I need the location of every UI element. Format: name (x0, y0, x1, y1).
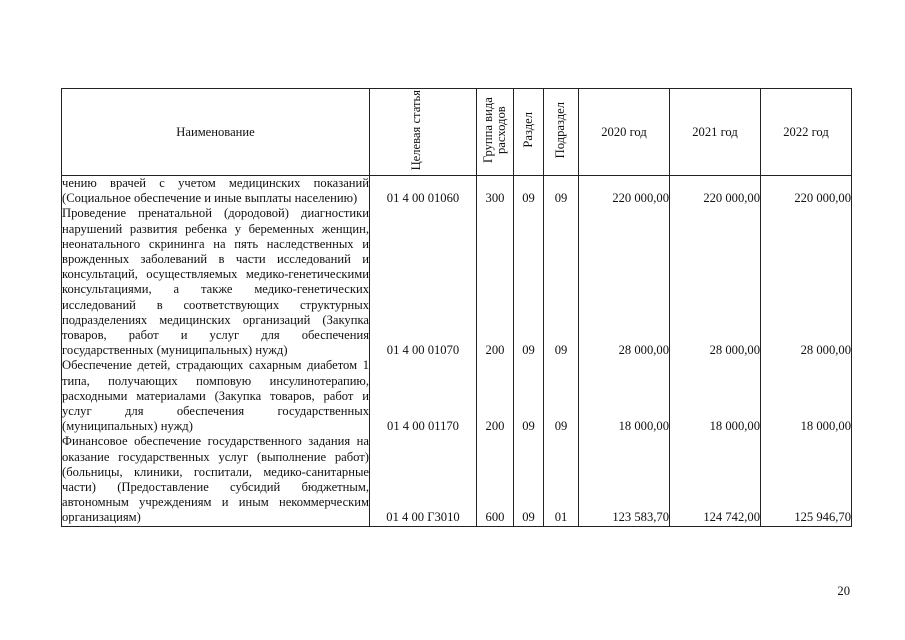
row-subsection: 09 (544, 358, 579, 434)
budget-table (61, 88, 852, 527)
row-expense-group: 300 (477, 176, 514, 207)
page-number: 20 (837, 584, 850, 598)
row-expense-group: 600 (477, 434, 514, 526)
row-section: 09 (514, 206, 544, 358)
row-2020: 123 583,70 (579, 434, 670, 526)
row-2021: 18 000,00 (670, 358, 761, 434)
row-2020: 220 000,00 (579, 176, 670, 207)
row-2020: 18 000,00 (579, 358, 670, 434)
table-row (62, 176, 852, 207)
row-subsection: 09 (544, 176, 579, 207)
row-name: чению врачей с учетом медицинских показаний (Социальное обеспечение и иные выплаты населению) (62, 176, 369, 206)
header-name: Наименование (62, 89, 370, 176)
row-name: Обеспечение детей, страдающих сахарным диабетом 1 типа, получающих помповую инсулинотерапию, расходными материалами (Закупка товаров, работ и услуг для обеспечения государственных (муниципальных) нужд) (62, 358, 369, 434)
header-target-article: Целевая статья (370, 89, 477, 176)
row-expense-group: 200 (477, 206, 514, 358)
table-row (62, 434, 852, 526)
row-2022: 125 946,70 (761, 434, 852, 526)
row-target-article: 01 4 00 01060 (370, 176, 477, 207)
row-2021: 28 000,00 (670, 206, 761, 358)
row-target-article: 01 4 00 01070 (370, 206, 477, 358)
header-section: Раздел (514, 89, 544, 176)
table-row (62, 358, 852, 434)
row-section: 09 (514, 176, 544, 207)
row-name: Финансовое обеспечение государственного задания на оказание государственных услуг (выполнение работ) (больницы, клиники, госпитали, медико-санитарные части) (Предоставление субсидий бюджетным, автономным учреждениям и иным некоммерческим организациям) (62, 434, 369, 525)
row-expense-group: 200 (477, 358, 514, 434)
row-section: 09 (514, 358, 544, 434)
row-subsection: 09 (544, 206, 579, 358)
row-subsection: 01 (544, 434, 579, 526)
row-2021: 220 000,00 (670, 176, 761, 207)
row-2021: 124 742,00 (670, 434, 761, 526)
header-expense-group: Группа вида расходов (477, 89, 514, 176)
header-2021: 2021 год (670, 89, 761, 176)
table-row (62, 206, 852, 358)
header-2022: 2022 год (761, 89, 852, 176)
row-name: Проведение пренатальной (дородовой) диагностики нарушений развития ребенка у беременных женщин, неонатального скрининга на пять наследственных и врожденных заболеваний в части исследований и консультаций, осуществляемых медико-генетическими консультациями, а также медико-генетических исследований в соответствующих структурных подразделениях медицинских организаций (Закупка товаров, работ и услуг для обеспечения государственных (муниципальных) нужд) (62, 206, 369, 358)
row-2022: 18 000,00 (761, 358, 852, 434)
row-2022: 220 000,00 (761, 176, 852, 207)
header-subsection: Подраздел (544, 89, 579, 176)
row-2020: 28 000,00 (579, 206, 670, 358)
row-target-article: 01 4 00 Г3010 (370, 434, 477, 526)
row-target-article: 01 4 00 01170 (370, 358, 477, 434)
row-section: 09 (514, 434, 544, 526)
header-2020: 2020 год (579, 89, 670, 176)
row-2022: 28 000,00 (761, 206, 852, 358)
header-row (62, 89, 852, 176)
